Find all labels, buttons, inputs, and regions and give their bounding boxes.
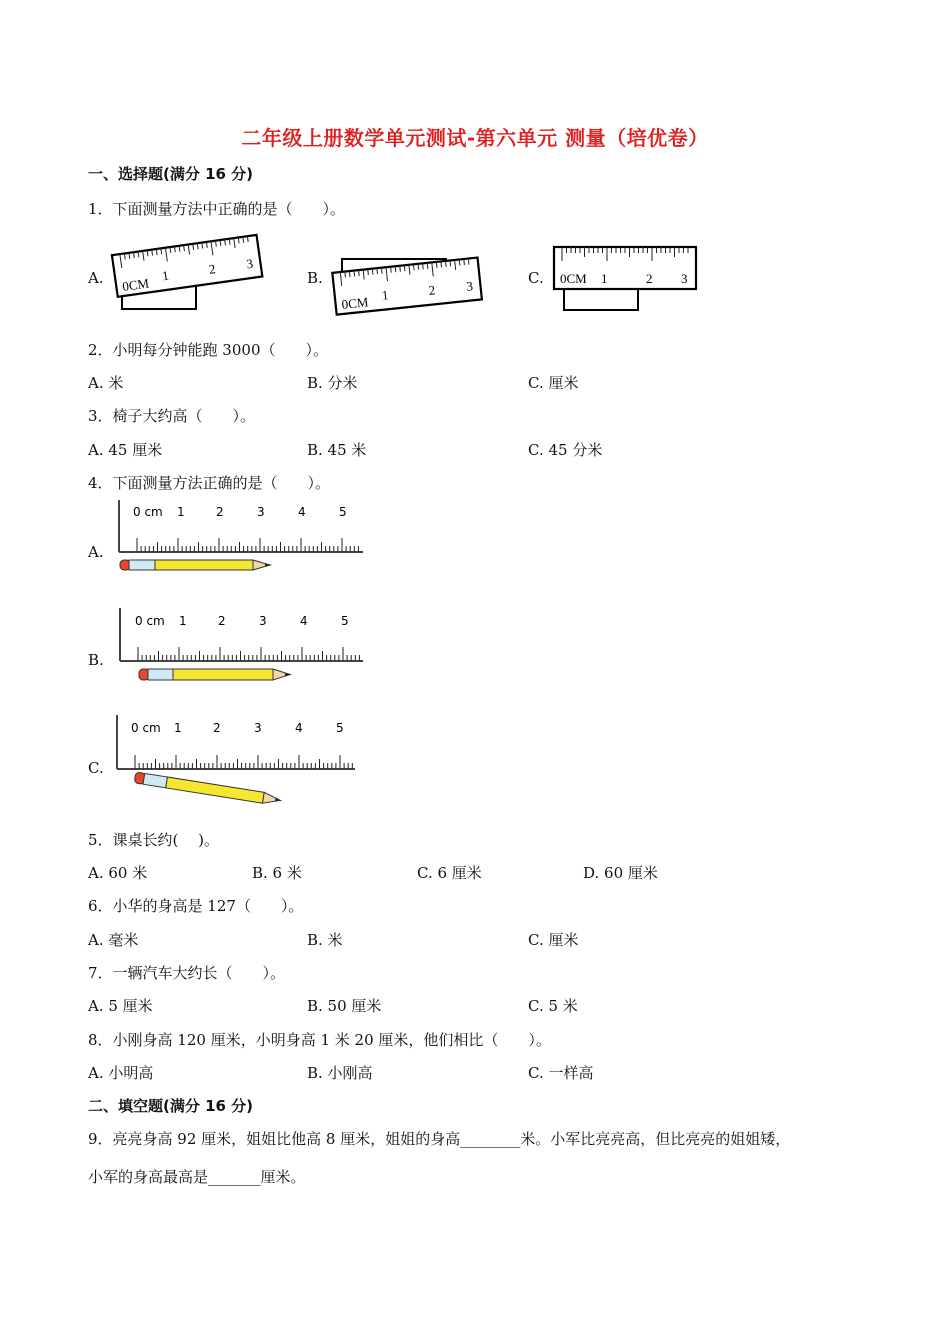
- q2-option-c[interactable]: C. 厘米: [528, 374, 579, 392]
- q1-option-a-figure[interactable]: [108, 225, 268, 320]
- ruler-number: 3: [681, 271, 688, 286]
- ruler-tick: [441, 261, 442, 267]
- pencil: [120, 560, 272, 570]
- q6-option-b[interactable]: B. 米: [307, 931, 343, 949]
- ruler-tick: [372, 269, 373, 275]
- q7-option-c[interactable]: C. 5 米: [528, 997, 578, 1015]
- ruler-tick: [354, 271, 355, 277]
- section-heading-choice: 一、选择题(满分 16 分): [88, 165, 254, 183]
- q8-option-b[interactable]: B. 小刚高: [307, 1064, 373, 1082]
- q5-option-b[interactable]: B. 6 米: [252, 864, 302, 882]
- ruler-number: 4: [300, 614, 308, 628]
- ruler-number: 1: [161, 267, 170, 284]
- ruler-tick: [459, 260, 460, 266]
- ruler-zero-label: 0CM: [340, 294, 370, 312]
- ruler-number: 5: [341, 614, 349, 628]
- ruler-number: 4: [298, 505, 306, 519]
- ruler-zero-label: 0 cm: [135, 614, 165, 628]
- ruler: [120, 608, 363, 661]
- ruler-number: 2: [218, 614, 226, 628]
- q3-option-a[interactable]: A. 45 厘米: [88, 441, 163, 459]
- question-5: 5．课桌长约( )。: [88, 831, 220, 849]
- question-2: 2．小明每分钟能跑 3000（ ）。: [88, 341, 328, 359]
- q8-option-a[interactable]: A. 小明高: [88, 1064, 154, 1082]
- ruler-tick: [400, 266, 401, 272]
- ruler-number: 3: [254, 721, 262, 735]
- q5-option-a[interactable]: A. 60 米: [88, 864, 148, 882]
- ruler-tick: [445, 261, 446, 267]
- ruler-tick: [418, 264, 419, 270]
- q3-option-c[interactable]: C. 45 分米: [528, 441, 603, 459]
- ruler-number: 1: [177, 505, 185, 519]
- ruler-tick: [381, 268, 382, 274]
- tilted-ruler: [112, 235, 262, 297]
- ruler-number: 2: [213, 721, 221, 735]
- question-7: 7．一辆汽车大约长（ ）。: [88, 964, 286, 982]
- ruler-tick: [391, 267, 392, 273]
- q5-option-c[interactable]: C. 6 厘米: [417, 864, 482, 882]
- ruler-number: 3: [245, 255, 254, 272]
- ruler-zero-label: 0CM: [560, 271, 587, 286]
- question-9-line-2: 小军的身高最高是_______厘米。: [88, 1168, 306, 1186]
- ruler-zero-label: 0 cm: [131, 721, 161, 735]
- ruler-tick: [404, 265, 405, 271]
- page-title: 二年级上册数学单元测试-第六单元 测量（培优卷）: [241, 126, 709, 150]
- ruler-tick: [359, 270, 360, 276]
- question-9-line-1: 9．亮亮身高 92 厘米，姐姐比他高 8 厘米，姐姐的身高________米。小军比亮亮高，但比亮亮的姐姐矮，: [88, 1130, 791, 1148]
- q5-option-d[interactable]: D. 60 厘米: [583, 864, 658, 882]
- ruler: [117, 715, 355, 769]
- question-3: 3．椅子大约高（ ）。: [88, 407, 256, 425]
- ruler-tick: [395, 266, 396, 272]
- q1-option-c-label: C.: [528, 269, 544, 287]
- ruler-number: 3: [257, 505, 265, 519]
- ruler-number: 2: [427, 282, 436, 298]
- q1-option-b-figure[interactable]: [328, 245, 488, 320]
- section-heading-fill: 二、填空题(满分 16 分): [88, 1097, 254, 1115]
- q6-option-c[interactable]: C. 厘米: [528, 931, 579, 949]
- ruler-number: 3: [465, 278, 474, 294]
- ruler-number: 2: [207, 261, 217, 277]
- ruler-tick: [464, 259, 465, 265]
- ruler-tick: [427, 263, 428, 269]
- question-6: 6．小华的身高是 127（ ）。: [88, 897, 304, 915]
- ruler-number: 1: [174, 721, 182, 735]
- ruler-number: 1: [179, 614, 187, 628]
- ruler-tick: [450, 260, 451, 266]
- question-4: 4．下面测量方法正确的是（ ）。: [88, 474, 331, 492]
- ruler-number: 2: [646, 271, 653, 286]
- ruler-tick: [349, 271, 350, 277]
- ruler-tick: [436, 262, 437, 268]
- q7-option-a[interactable]: A. 5 厘米: [88, 997, 153, 1015]
- ruler-number: 4: [295, 721, 303, 735]
- q4-option-b-figure[interactable]: [115, 608, 365, 688]
- q6-option-a[interactable]: A. 毫米: [88, 931, 139, 949]
- straight-ruler: [554, 247, 696, 289]
- q1-option-a-label: A.: [88, 269, 104, 287]
- q4-option-c-figure[interactable]: [112, 715, 362, 805]
- ruler-number: 1: [381, 287, 390, 303]
- ruler-tick: [423, 263, 424, 269]
- q3-option-b[interactable]: B. 45 米: [307, 441, 367, 459]
- q4-option-a-label: A.: [88, 543, 104, 561]
- q7-option-b[interactable]: B. 50 厘米: [307, 997, 382, 1015]
- q1-option-b-label: B.: [307, 269, 323, 287]
- q8-option-c[interactable]: C. 一样高: [528, 1064, 594, 1082]
- pencil: [139, 669, 292, 680]
- question-1: 1．下面测量方法中正确的是（ ）。: [88, 200, 346, 218]
- q4-option-a-figure[interactable]: [115, 500, 365, 580]
- q2-option-a[interactable]: A. 米: [88, 374, 124, 392]
- q1-option-c-figure[interactable]: [548, 242, 703, 317]
- ruler-number: 5: [336, 721, 344, 735]
- ruler-number: 2: [216, 505, 224, 519]
- question-8: 8．小刚身高 120 厘米，小明身高 1 米 20 厘米，他们相比（ ）。: [88, 1031, 551, 1049]
- ruler-zero-label: 0 cm: [133, 505, 163, 519]
- ruler-tick: [413, 264, 414, 270]
- ruler: [119, 500, 363, 552]
- q4-option-b-label: B.: [88, 651, 104, 669]
- ruler-zero-label: 0CM: [121, 275, 150, 294]
- q2-option-b[interactable]: B. 分米: [307, 374, 358, 392]
- ruler-number: 1: [601, 271, 608, 286]
- ruler-number: 3: [259, 614, 267, 628]
- ruler-tick: [368, 269, 369, 275]
- ruler-tick: [468, 259, 469, 265]
- ruler-tick: [345, 272, 346, 278]
- ruler-tick: [377, 268, 378, 274]
- pencil-tilted: [134, 772, 283, 805]
- ruler-number: 5: [339, 505, 347, 519]
- q4-option-c-label: C.: [88, 759, 104, 777]
